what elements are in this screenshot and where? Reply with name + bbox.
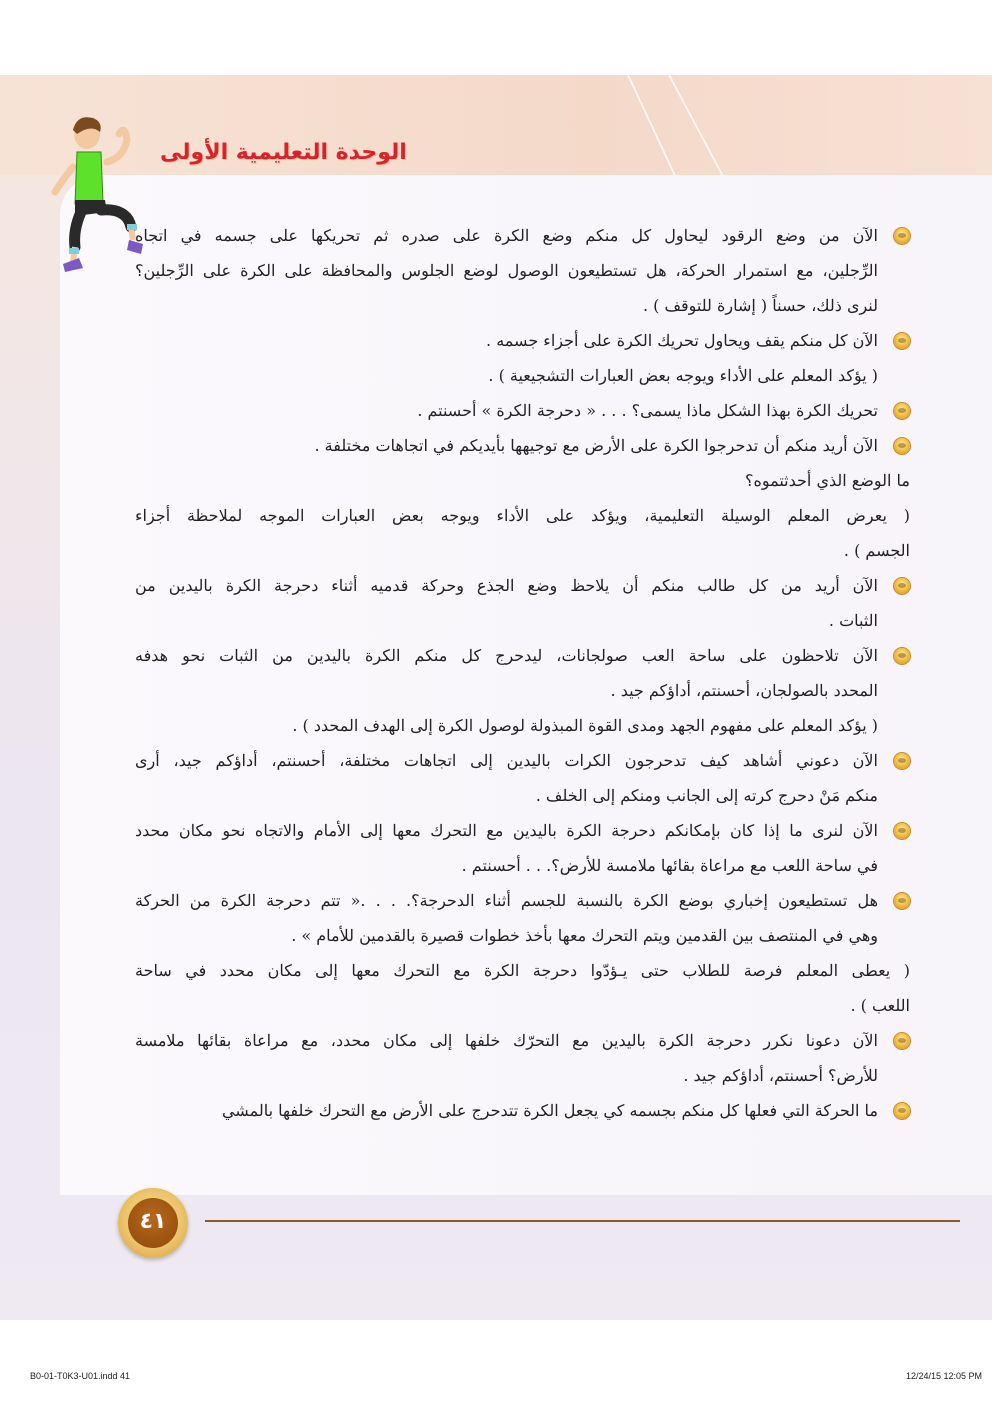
paragraph-line: الآن أريد منكم أن تدحرجوا الكرة على الأرض مع توجيهها بأيديكم في اتجاهات مختلفة . xyxy=(314,436,878,455)
paragraph-line: هل تستطيعون إخباري بوضع الكرة بالنسبة للجسم أثناء الدحرجة؟. . . .« تتم دحرجة الكرة من الحركة xyxy=(135,891,878,910)
paragraph-line: الآن دعونا نكرر دحرجة الكرة باليدين مع التحرّك خلفها إلى مكان محدد، مع مراعاة بقائها ملامسة xyxy=(135,1031,878,1050)
note-paragraph xyxy=(135,463,910,498)
paragraph-line: ( يؤكد المعلم على مفهوم الجهد ومدى القوة المبذولة لوصول الكرة إلى الهدف المحدد ) . xyxy=(292,716,878,735)
bullet-paragraph xyxy=(135,218,910,323)
paragraph-line: اللعب ) . xyxy=(850,996,910,1015)
lesson-content xyxy=(135,218,910,1128)
bullet-icon xyxy=(894,578,910,594)
slug-right: 12/24/15 12:05 PM xyxy=(905,1371,982,1381)
paragraph-line: للأرض؟ أحسنتم، أداؤكم جيد . xyxy=(683,1066,878,1085)
slug-left: B0-01-T0K3-U01.indd 41 xyxy=(30,1371,131,1381)
bullet-icon xyxy=(894,1033,910,1049)
paragraph-line: المحدد بالصولجان، أحسنتم، أداؤكم جيد . xyxy=(610,681,878,700)
bullet-paragraph xyxy=(135,638,910,708)
bullet-paragraph xyxy=(135,813,910,883)
paragraph-line: الجسم ) . xyxy=(843,541,910,560)
bullet-icon xyxy=(894,403,910,419)
note-paragraph xyxy=(135,708,910,743)
note-paragraph xyxy=(135,358,910,393)
paragraph-line: تحريك الكرة بهذا الشكل ماذا يسمى؟ . . . « دحرجة الكرة » أحسنتم . xyxy=(417,401,878,420)
bullet-icon xyxy=(894,333,910,349)
bullet-icon xyxy=(894,228,910,244)
bullet-paragraph xyxy=(135,428,910,463)
paragraph-line: لنرى ذلك، حسناً ( إشارة للتوقف ) . xyxy=(642,296,878,315)
bullet-icon xyxy=(894,648,910,664)
paragraph-line: وهي في المنتصف بين القدمين ويتم التحرك معها بأخذ خطوات قصيرة بالقدمين للأمام » . xyxy=(291,926,878,945)
page-number: ٤١ xyxy=(128,1198,178,1248)
paragraph-line: الثبات . xyxy=(828,611,878,630)
bullet-icon xyxy=(894,823,910,839)
footer-divider xyxy=(205,1220,960,1222)
bullet-icon xyxy=(894,438,910,454)
paragraph-line: ما الوضع الذي أحدثتموه؟ xyxy=(744,471,910,490)
paragraph-line: الآن دعوني أشاهد كيف تدحرجون الكرات باليدين إلى اتجاهات مختلفة، أحسنتم، أداؤكم جيد، أرى xyxy=(135,751,878,770)
paragraph-line: الآن تلاحظون على ساحة العب صولجانات، ليدحرج كل منكم الكرة باليدين من الثبات نحو هدفه xyxy=(135,646,878,665)
bullet-icon xyxy=(894,753,910,769)
paragraph-line: في ساحة اللعب مع مراعاة بقائها ملامسة للأرض؟. . . أحسنتم . xyxy=(461,856,878,875)
paragraph-line: ما الحركة التي فعلها كل منكم بجسمه كي يجعل الكرة تتدحرج على الأرض مع التحرك خلفها بالمشي xyxy=(221,1101,878,1120)
bullet-paragraph xyxy=(135,1023,910,1093)
paragraph-line: ( يعطى المعلم فرصة للطلاب حتى يـؤدّوا دحرجة الكرة مع التحرك معها إلى مكان محدد في ساحة xyxy=(135,961,910,980)
bullet-paragraph xyxy=(135,883,910,953)
paragraph-line: ( يؤكد المعلم على الأداء ويوجه بعض العبارات التشجيعية ) . xyxy=(488,366,878,385)
bullet-icon xyxy=(894,1103,910,1119)
paragraph-line: الآن لنرى ما إذا كان بإمكانكم دحرجة الكرة باليدين مع التحرك معها إلى الأمام والاتجاه نحو مكان محدد xyxy=(135,821,878,840)
paragraph-line: الآن من وضع الرقود ليحاول كل منكم وضع الكرة على صدره ثم تحريكها على جسمه في اتجاه xyxy=(135,226,878,245)
bullet-paragraph xyxy=(135,1093,910,1128)
bullet-paragraph xyxy=(135,393,910,428)
bullet-paragraph xyxy=(135,323,910,358)
unit-title: الوحدة التعليمية الأولى xyxy=(160,140,407,165)
paragraph-line: ( يعرض المعلم الوسيلة التعليمية، ويؤكد على الأداء ويوجه بعض العبارات الموجه لملاحظة أجزاء xyxy=(135,506,910,525)
paragraph-line: منكم مَنْ دحرج كرته إلى الجانب ومنكم إلى الخلف . xyxy=(535,786,878,805)
note-paragraph xyxy=(135,953,910,1023)
paragraph-line: الآن كل منكم يقف ويحاول تحريك الكرة على أجزاء جسمه . xyxy=(486,331,878,350)
bullet-paragraph xyxy=(135,743,910,813)
paragraph-line: الرِّجلين، مع استمرار الحركة، هل تستطيعون الوصول لوضع الجلوس والمحافظة على الكرة على الرِّجلين؟ xyxy=(135,261,878,280)
bullet-paragraph xyxy=(135,568,910,638)
bullet-icon xyxy=(894,893,910,909)
paragraph-line: الآن أريد من كل طالب منكم أن يلاحظ وضع الجذع وحركة قدميه أثناء دحرجة الكرة باليدين من xyxy=(135,576,878,595)
page-number-badge xyxy=(118,1188,188,1258)
note-paragraph xyxy=(135,498,910,568)
